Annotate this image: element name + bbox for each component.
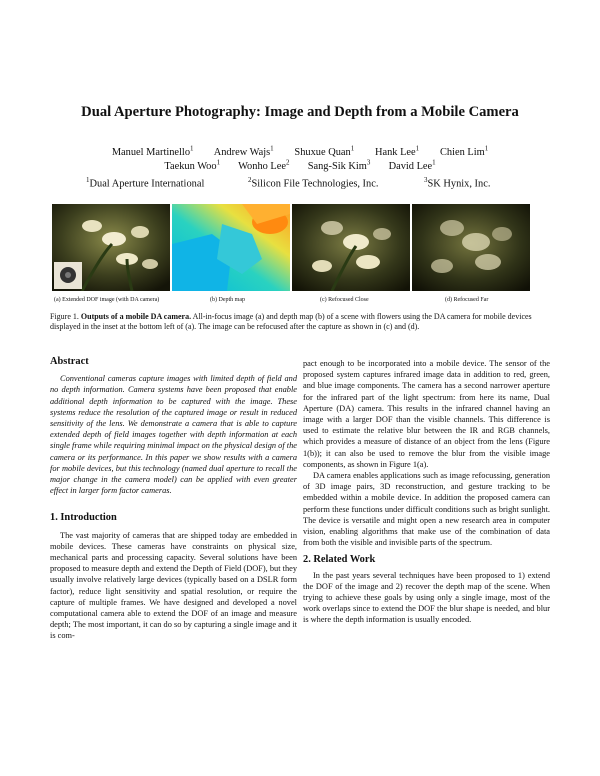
extended-dof-image <box>52 204 170 291</box>
affiliation: $^1$Dual Aperture International <box>86 176 205 190</box>
left-column <box>50 356 297 642</box>
author: Wonho Lee$^2$ <box>238 159 290 173</box>
affiliation: $^2$Silicon File Technologies, Inc. <box>248 176 379 190</box>
intro-text: The vast majority of cameras that are shipped today are embedded in mobile devices. These cameras have constraints on physical size, mechanical parts and processing capacity. Several solutions have been proposed to measure depth and extend the Depth of Field (DOF), but they usually involve relatively large devices (typically based on a DSLR form factor), reduce light sensitivity and spatial resolution, or require the capture of multiple frames. We have designed and developed a novel computational camera able to extend the DOF of an image and measure depth; The most important, it can do so by capturing a single image and it is com- <box>50 530 297 641</box>
intro-heading: 1. Introduction <box>50 512 117 524</box>
subcaption-b: (b) Depth map <box>210 297 245 303</box>
author: Taekun Woo$^1$ <box>164 159 221 173</box>
abstract-text: Conventional cameras capture images with limited depth of field and no depth information. Camera systems have been proposed that enable additional depth information to be captured with the image. These systems reduce the resolution of the captured image or result in reduced sensitivity of the lens. We demonstrate a camera that is able to capture extended depth of field images together with depth information at each single frame while requiring minimal impact on the physical design of the camera or its performance. In this paper we show results with a camera for mobile devices, but this technology (named dual aperture to recall the major change in the camera model) can be applied with even greater effect in larger form factor cameras. <box>50 374 297 496</box>
abstract-heading: Abstract <box>50 356 89 367</box>
refocused-close-image <box>292 204 410 291</box>
refocused-far-image <box>412 204 530 291</box>
author: Manuel Martinello$^1$ <box>111 145 194 159</box>
right-paragraph-1: pact enough to be incorporated into a mobile device. The sensor of the proposed system captures infrared image data in addition to red, green, and blue image components. The camera has a second narrower aperture for the infrared part of the light spectrum: from here its name, Dual Aperture (DA) camera. This results in the infrared channel having an image with a larger DOF than the visible channels. This difference is used to estimate the relative blur between the IR and RGB channels, which provides a measure of distance of an object from the lens (Figure 1(b)); it can also be used to remove the blur from the visible image components, as shown in Figure 1(a). <box>303 359 550 469</box>
authors-line-2 <box>0 156 600 174</box>
affiliation: $^3$SK Hynix, Inc. <box>424 176 491 190</box>
depth-map-image <box>172 204 290 291</box>
related-work-text: In the past years several techniques have been proposed to 1) extend the DOF of the image and 2) recover the depth map of the scene. When trying to achieve these goals by using only a single image, most of the work overlaps since to extend the DOF the blur shape is needed, and blur is where the depth information is usually encoded. <box>303 570 550 625</box>
author: David Lee$^1$ <box>388 159 436 173</box>
right-paragraph-2: DA camera enables applications such as image refocussing, generation of 3D image pairs, 3D reconstruction, and gesture tracking to be embedded within a mobile device. In addition the proposed camera can perform these functions under difficult conditions such as bright sunlight. The device is versatile and might open a new research area in computer vision, enabling algorithms that make use of the combination of data from both the visible and invisible parts of the spectrum. <box>303 471 550 548</box>
related-work-heading: 2. Related Work <box>303 554 376 566</box>
author: Hank Lee$^1$ <box>374 145 420 159</box>
subcaption-d: (d) Refocused Far <box>445 297 489 303</box>
paper-title: Dual Aperture Photography: Image and Depth from a Mobile Camera <box>81 104 519 120</box>
author: Sang-Sik Kim$^3$ <box>307 159 371 173</box>
author: Shuxue Quan$^1$ <box>294 145 355 159</box>
author: Chien Lim$^1$ <box>439 145 489 159</box>
subcaption-a: (a) Extended DOF image (with DA camera) <box>54 297 160 303</box>
subcaption-c: (c) Refocused Close <box>320 297 369 303</box>
figure-caption: Figure 1. Outputs of a mobile DA camera. All-in-focus image (a) and depth map (b) of a scene with flowers using the DA camera for mobile devices displayed in the inset at the bottom left of (a). The image can be refocused after the capture as shown in (c) and (d). <box>50 312 532 331</box>
right-column <box>303 358 550 626</box>
author: Andrew Wajs$^1$ <box>213 145 274 159</box>
